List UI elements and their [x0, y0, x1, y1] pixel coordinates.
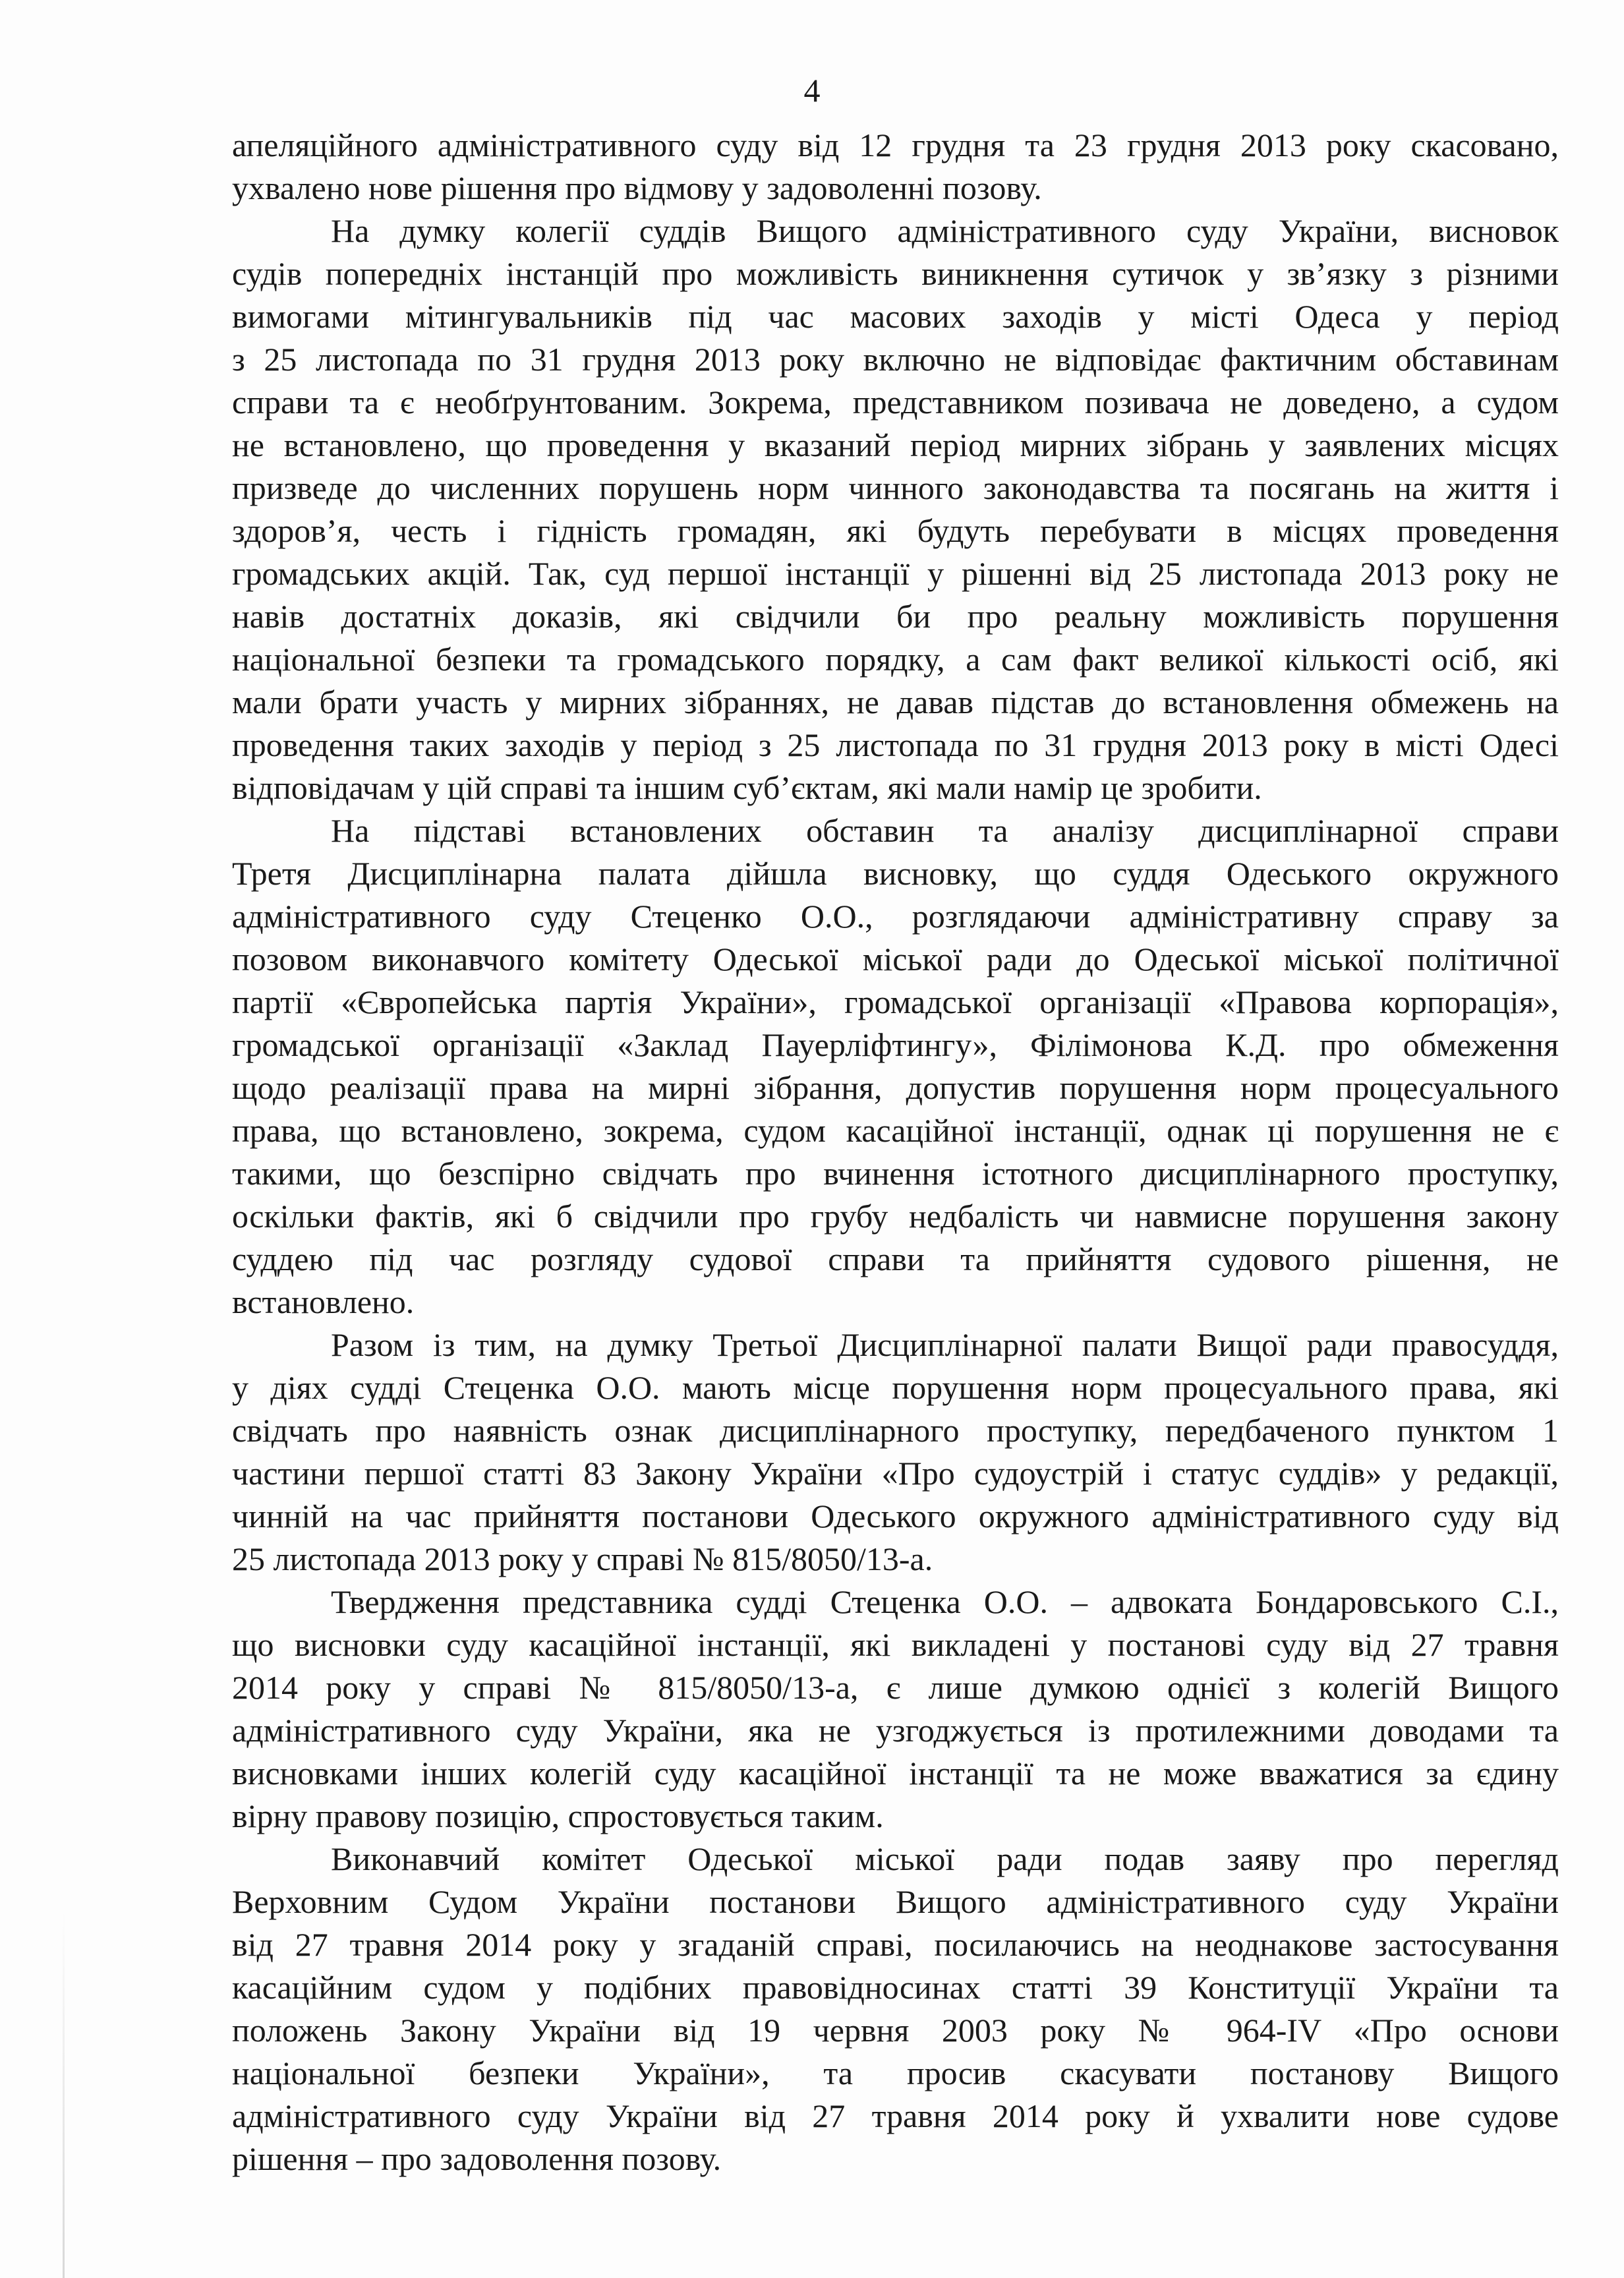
- paragraph: [232, 210, 1559, 809]
- text-line: ухвалено нове рішення про відмову у задоволенні позову.: [232, 169, 1042, 206]
- text-line: частини першої статті 83 Закону України «Про судоустрій і статус суддів» у редакції,: [232, 1455, 1559, 1492]
- text-line: адміністративного суду Стеценко О.О., розглядаючи адміністративну справу за: [232, 898, 1559, 935]
- text-line: 25 листопада 2013 року у справі № 815/8050/13-а.: [232, 1540, 933, 1577]
- paragraph: [232, 1838, 1559, 2180]
- text-line: адміністративного суду України від 27 травня 2014 року й ухвалити нове судове: [232, 2097, 1559, 2134]
- text-line: Виконавчий комітет Одеської міської ради подав заяву про перегляд: [331, 1840, 1559, 1877]
- text-line: здоров’я, честь і гідність громадян, які будуть перебувати в місцях проведення: [232, 512, 1559, 549]
- page-number: 4: [803, 72, 821, 109]
- text-line: встановлено.: [232, 1283, 415, 1320]
- text-line: Твердження представника судді Стеценка О.О. – адвоката Бондаровського С.І.,: [331, 1583, 1559, 1620]
- text-line: чинній на час прийняття постанови Одеського окружного адміністративного суду від: [232, 1498, 1559, 1534]
- text-line: вимогами мітингувальників під час масових заходів у місті Одеса у період: [232, 298, 1559, 335]
- paragraph: [232, 1324, 1559, 1581]
- text-line: справи та є необґрунтованим. Зокрема, представником позивача не доведено, а судом: [232, 384, 1559, 421]
- text-line: На підставі встановлених обставин та аналізу дисциплінарної справи: [331, 812, 1559, 849]
- text-line: національної безпеки України», та просив скасувати постанову Вищого: [232, 2055, 1559, 2091]
- text-line: положень Закону України від 19 червня 2003 року № 964-IV «Про основи: [232, 2012, 1559, 2049]
- text-line: навів достатніх доказів, які свідчили би про реальну можливість порушення: [232, 598, 1559, 635]
- text-line: такими, що безспірно свідчать про вчинення істотного дисциплінарного проступку,: [232, 1155, 1559, 1192]
- text-line: вірну правову позицію, спростовується таким.: [232, 1797, 884, 1834]
- document-body: [232, 124, 1559, 2180]
- text-line: касаційним судом у подібних правовідносинах статті 39 Конституції України та: [232, 1969, 1559, 2006]
- text-line: у діях судді Стеценка О.О. мають місце порушення норм процесуального права, які: [232, 1369, 1559, 1406]
- text-line: відповідачам у цій справі та іншим суб’єктам, які мали намір це зробити.: [232, 769, 1262, 806]
- text-line: Разом із тим, на думку Третьої Дисциплінарної палати Вищої ради правосуддя,: [331, 1326, 1559, 1363]
- text-line: На думку колегії суддів Вищого адміністративного суду України, висновок: [331, 212, 1559, 249]
- text-line: з 25 листопада по 31 грудня 2013 року включно не відповідає фактичним обставинам: [232, 341, 1559, 378]
- text-line: громадських акцій. Так, суд першої інстанції у рішенні від 25 листопада 2013 року не: [232, 555, 1559, 592]
- paragraph: [232, 1581, 1559, 1838]
- text-line: національної безпеки та громадського порядку, а сам факт великої кількості осіб, які: [232, 641, 1559, 678]
- text-line: громадської організації «Заклад Пауерліфтингу», Філімонова К.Д. про обмеження: [232, 1026, 1559, 1063]
- text-line: апеляційного адміністративного суду від 12 грудня та 23 грудня 2013 року скасовано,: [232, 127, 1559, 163]
- text-line: суддею під час розгляду судової справи та прийняття судового рішення, не: [232, 1241, 1559, 1277]
- paragraph: [232, 124, 1559, 210]
- text-line: щодо реалізації права на мирні зібрання, допустив порушення норм процесуального: [232, 1069, 1559, 1106]
- text-line: 2014 року у справі № 815/8050/13-а, є лише думкою однієї з колегій Вищого: [232, 1669, 1559, 1706]
- text-line: Верховним Судом України постанови Вищого адміністративного суду України: [232, 1883, 1559, 1920]
- text-line: позовом виконавчого комітету Одеської міської ради до Одеської міської політичної: [232, 941, 1559, 978]
- scan-edge-shadow: [63, 1912, 65, 2278]
- text-line: партії «Європейська партія України», громадської організації «Правова корпорація»,: [232, 983, 1559, 1020]
- text-line: оскільки фактів, які б свідчили про грубу недбалість чи навмисне порушення закону: [232, 1198, 1559, 1235]
- text-line: проведення таких заходів у період з 25 листопада по 31 грудня 2013 року в місті Одесі: [232, 726, 1559, 763]
- text-line: від 27 травня 2014 року у згаданій справі, посилаючись на неоднакове застосування: [232, 1926, 1559, 1963]
- text-line: що висновки суду касаційної інстанції, які викладені у постанові суду від 27 травня: [232, 1626, 1559, 1663]
- text-line: рішення – про задоволення позову.: [232, 2140, 722, 2177]
- paragraph: [232, 809, 1559, 1324]
- text-line: не встановлено, що проведення у вказаний період мирних зібрань у заявлених місцях: [232, 426, 1559, 463]
- text-line: адміністративного суду України, яка не узгоджується із протилежними доводами та: [232, 1712, 1559, 1749]
- text-line: судів попередніх інстанцій про можливість виникнення сутичок у зв’язку з різними: [232, 255, 1559, 292]
- text-line: призведе до численних порушень норм чинного законодавства та посягань на життя і: [232, 469, 1559, 506]
- text-line: Третя Дисциплінарна палата дійшла висновку, що суддя Одеського окружного: [232, 855, 1559, 892]
- text-line: мали брати участь у мирних зібраннях, не давав підстав до встановлення обмежень на: [232, 684, 1559, 720]
- text-line: права, що встановлено, зокрема, судом касаційної інстанції, однак ці порушення не є: [232, 1112, 1559, 1149]
- text-line: свідчать про наявність ознак дисциплінарного проступку, передбаченого пунктом 1: [232, 1412, 1559, 1449]
- text-line: висновками інших колегій суду касаційної інстанції та не може вважатися за єдину: [232, 1755, 1559, 1792]
